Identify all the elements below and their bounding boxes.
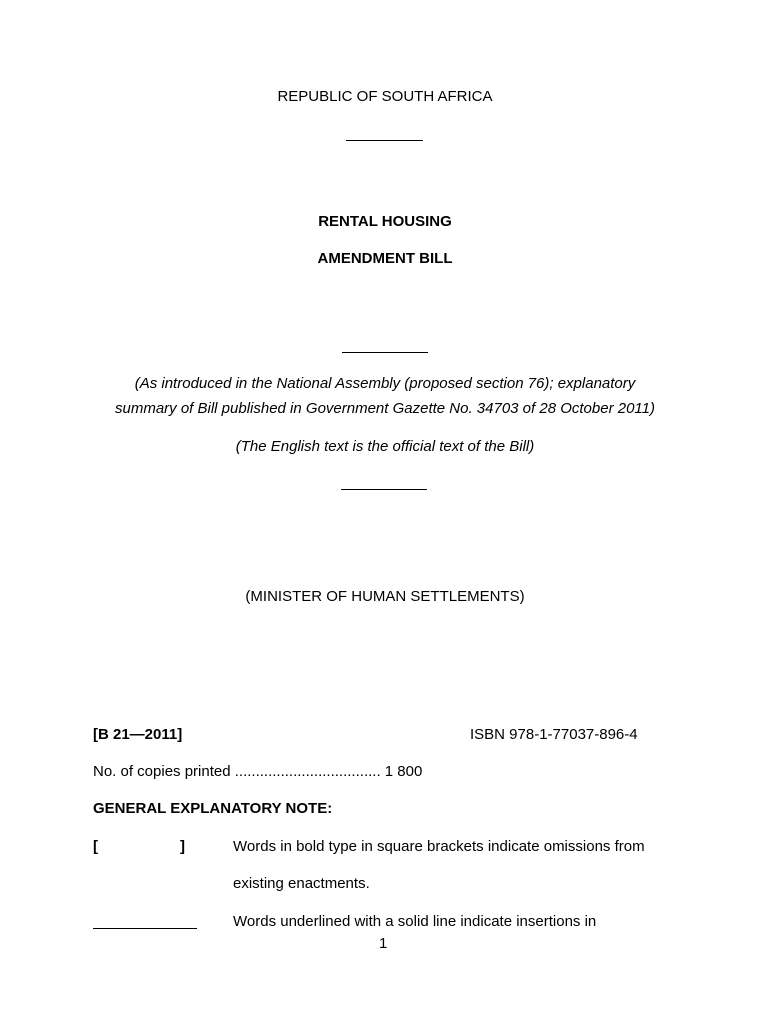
- bill-title-line1: RENTAL HOUSING: [318, 213, 452, 230]
- introduction-line1: (As introduced in the National Assembly (proposed section 76); explanatory: [134, 375, 636, 392]
- bold-brackets-description: Words in bold type in square brackets indicate omissions from: [233, 838, 645, 855]
- bill-number: [B 21—2011]: [93, 726, 183, 743]
- explanatory-note-heading: GENERAL EXPLANATORY NOTE:: [93, 800, 333, 817]
- bold-brackets-description-cont: existing enactments.: [233, 875, 370, 892]
- separator-rule: [342, 352, 428, 353]
- country-heading: REPUBLIC OF SOUTH AFRICA: [277, 88, 493, 105]
- separator-rule: [346, 140, 423, 141]
- copies-printed: No. of copies printed ................................... 1 800: [93, 763, 423, 780]
- introduction-line2: summary of Bill published in Government Gazette No. 34703 of 28 October 2011): [114, 400, 655, 417]
- minister-line: (MINISTER OF HUMAN SETTLEMENTS): [245, 588, 525, 605]
- isbn: ISBN 978-1-77037-896-4: [470, 726, 638, 743]
- bill-title-line2: AMENDMENT BILL: [317, 250, 453, 267]
- page-number: 1: [379, 935, 388, 952]
- separator-rule: [341, 489, 427, 490]
- underline-description: Words underlined with a solid line indicate insertions in: [233, 913, 597, 930]
- bracket-open: [: [93, 838, 98, 855]
- official-text-note: (The English text is the official text of the Bill): [235, 438, 535, 455]
- underline-sample-rule: [93, 928, 197, 929]
- bracket-close: ]: [180, 838, 185, 855]
